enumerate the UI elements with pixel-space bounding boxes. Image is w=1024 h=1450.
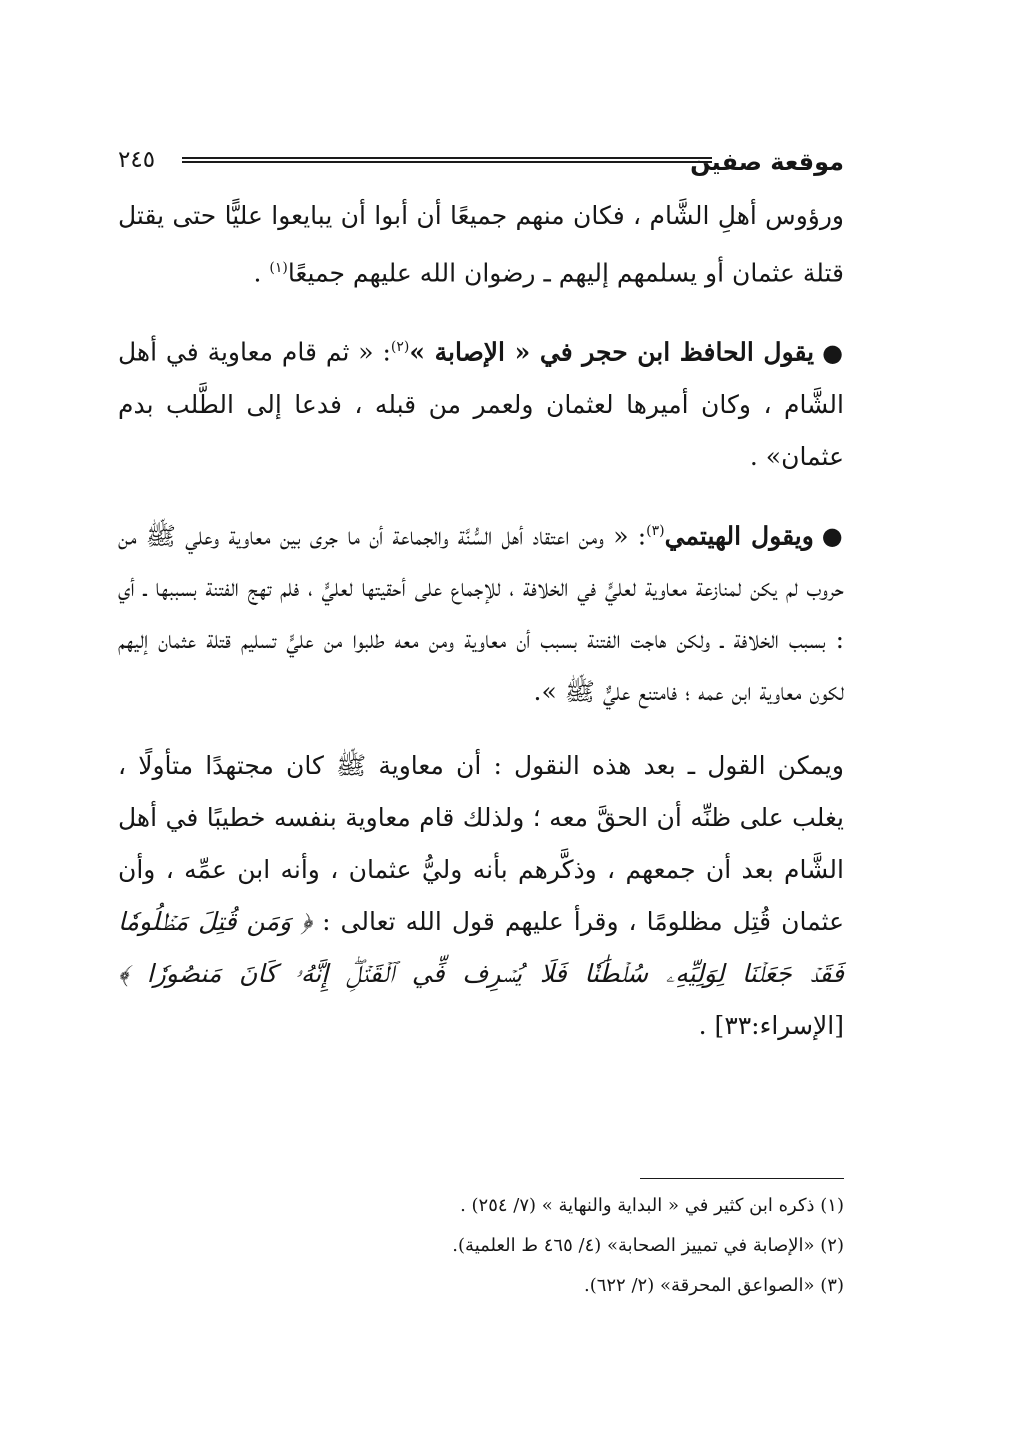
paragraph-text: : « ومن اعتقاد أهل السُّنَّة والجماعة أن ما جرى بين معاوية وعلي ﷺ من حروب لم يكن لمنازعة معاوية لعليٍّ في الخلافة ، للإجماع على أحقيتها لعليٍّ ، فلم تهج الفتنة بسببها ـ أي : بسبب الخلافة ـ ولكن هاجت الفتنة بسبب أن معاوية ومن معه طلبوا من عليٍّ تسليم قتلة عثمان إليهم لكون معاوية ابن عمه ؛ فامتنع عليٌّ ﷺ ». bbox=[118, 520, 844, 706]
page-number: ٢٤٥ bbox=[118, 147, 156, 173]
quote-source-haytami: ويقول الهيتمي bbox=[664, 520, 814, 550]
running-title: موقعة صفين bbox=[690, 148, 844, 176]
quran-verse: ﴿ وَمَن قُتِلَ مَظۡلُومٗا فَقَدۡ جَعَلۡنَا لِوَلِيِّهِۦ سُلۡطَٰنٗا فَلَا يُسۡرِف فِّي ٱلۡقَتۡلِۖ إِنَّهُۥ كَانَ مَنصُورٗا ﴾ bbox=[118, 906, 844, 988]
paragraph-tail: . bbox=[253, 258, 270, 288]
bullet-icon: ● bbox=[821, 521, 844, 550]
footnote-3: (٣) «الصواعق المحرقة» (٢/ ٦٢٢). bbox=[583, 1275, 844, 1296]
footnote-1: (١) ذكره ابن كثير في « البداية والنهاية » (٧/ ٢٥٤) . bbox=[460, 1195, 844, 1216]
verse-reference: [الإسراء:٣٣] . bbox=[698, 1010, 844, 1040]
footnote-ref-1: (١) bbox=[269, 260, 288, 276]
paragraph-1 bbox=[118, 190, 844, 299]
paragraph-text: ورؤوس أهلِ الشَّام ، فكان منهم جميعًا أن أبوا أن يبايعوا عليًّا حتى يقتل قتلة عثمان أو يسلمهم إليهم ـ رضوان الله عليهم جميعًا bbox=[118, 201, 844, 288]
paragraph-text: ويمكن القول ـ بعد هذه النقول : أن معاوية ﷺ كان مجتهدًا متأولًا ، يغلب على ظنِّه أن الحقَّ معه ؛ ولذلك قام معاوية بنفسه خطيبًا في أهل الشَّام بعد أن جمعهم ، وذكَّرهم بأنه وليُّ عثمان ، وأنه ابن عمِّه ، وأن عثمان قُتِل مظلومًا ، وقرأ عليهم قول الله تعالى : bbox=[118, 750, 844, 936]
header-double-rule bbox=[182, 157, 712, 163]
paragraph-4 bbox=[118, 740, 844, 1052]
footnote-separator bbox=[640, 1178, 844, 1179]
bullet-icon: ● bbox=[822, 338, 844, 367]
page-header bbox=[118, 142, 844, 182]
paragraph-text: : « ثم قام معاوية في أهل الشَّام ، وكان أميرها لعثمان ولعمر من قبله ، فدعا إلى الطَّلب بدم عثمان» . bbox=[118, 337, 844, 471]
footnote-ref-2: (٢) bbox=[390, 339, 410, 356]
footnote-ref-3: (٣) bbox=[646, 522, 665, 539]
paragraph-3 bbox=[118, 505, 844, 718]
quote-source-ibn-hajar: يقول الحافظ ابن حجر في « الإصابة » bbox=[409, 337, 815, 367]
paragraph-2 bbox=[118, 321, 844, 482]
footnote-2: (٢) «الإصابة في تمييز الصحابة» (٤/ ٤٦٥ ط العلمية). bbox=[452, 1235, 844, 1256]
main-text bbox=[118, 190, 844, 1074]
footnotes bbox=[300, 1186, 844, 1306]
